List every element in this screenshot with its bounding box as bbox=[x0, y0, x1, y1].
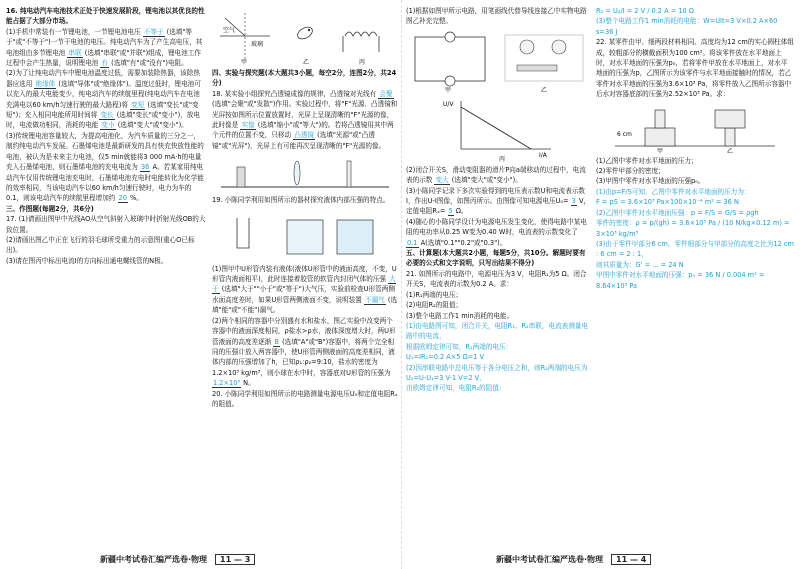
page-number: 11 — 3 bbox=[215, 554, 255, 565]
q22-intro: 22. 某零件由甲、细两段材料相同、高度均为12 cm的实心圆柱体组成，较粗部分的横截面积为100 cm²。将该零件放在水平地面上时，对水平地面的压强为p₀，若将零件甲放在水平地面上，对水平地面的压强为p，乙图所示为该零件与水平地面接触时的情况，若乙零件对水平地面的压强为3.6×10³ Pa，将零件放入乙图所示容器中后水对容器底部的压强为2.52×10³ Pa。求： bbox=[596, 38, 794, 99]
rheostat-icon bbox=[517, 65, 557, 71]
q20-part2: (2)闭合开关S，滑动变阻器的滑片P向a端移动的过程中，电流表的示数 变大 (选填"变大"或"变小")。 bbox=[406, 165, 586, 185]
q16-part3: (3)传统锂电池容量较大，为提高电池化，为汽车质量的三分之一，制约纯电动汽车发展。石墨烯电池是最新研发的具有快充快放性能的电池，被认为是未来主力电池，仅5 min就能将3 000 mA·h的电量充入石墨烯电池，则石墨烯电池的充电电流为 36 A。若某家用纯电动汽车仅用传统锂电池充电时，石墨烯电池充电时电能转化为化学能的效率相同，当该电动汽车以60 km/h匀速行驶时，电力为车的0.1，则该电动汽车的续航里程增加约 20 %。 bbox=[6, 131, 204, 203]
answer-blank: 大于 bbox=[212, 275, 396, 294]
answer-blank: 变长 bbox=[100, 111, 114, 120]
voltmeter-icon bbox=[445, 32, 455, 42]
circuit-figures bbox=[409, 29, 589, 95]
answer-blank: 不等于 bbox=[143, 27, 164, 36]
answer-blank: 变小 bbox=[101, 121, 115, 130]
label-air: 空气 bbox=[223, 27, 236, 34]
solution-line: R₂ = U₂/I = 2 V / 0.2 A = 10 Ω bbox=[596, 7, 694, 15]
caption-yi: 乙 bbox=[541, 86, 548, 94]
caption-yi: 乙 bbox=[727, 147, 734, 154]
column-1 bbox=[6, 6, 206, 266]
q20-part3: (3)小陈同学记录下多次实验得到的电压表示数U和电流表示数I，作出U-I图像，如图丙所示。由图像可知电源电压U₀= 3 V，定值电阻Rₓ= 5 Ω。 bbox=[406, 186, 591, 216]
answer-blank: 变大 bbox=[435, 176, 449, 185]
screen-icon bbox=[347, 161, 351, 187]
column-4 bbox=[596, 6, 794, 291]
part-thick-cylinder bbox=[715, 110, 745, 128]
q21-intro: 21. 如图所示的电路中，电源电压为3 V，电阻R₁为5 Ω。闭合开关S，电流表的示数为0.2 A。求： bbox=[406, 269, 587, 289]
solution-line: 根据欧姆定律可知，R₁两端的电压： bbox=[406, 342, 513, 351]
answer-blank: 有 bbox=[101, 59, 109, 68]
solution-line: U₁=IR₁=0.2 A×5 Ω=1 V bbox=[406, 353, 484, 362]
q22-part3: (3)甲图中零件对水平地面的压强p₀。 bbox=[596, 177, 705, 186]
section-5-heading: 五、计算题(本大题共2小题，每题5分，共10分。解题时要有必要的公式和文字说明，只写出结果不得分) bbox=[406, 249, 586, 268]
solution-line: 甲图中零件对水平地面的压强：p₀ = 36 N / 0.004 m² = 8.64×10³ Pa bbox=[596, 271, 765, 290]
caption-bing: 丙 bbox=[359, 59, 366, 66]
q16-text: 16. 纯电动汽车电池技术正处于快速发展阶段，锂电池以其优良的性能占据了大部分市场。 bbox=[6, 7, 205, 26]
q17-figures bbox=[215, 8, 395, 66]
caption-bing: 丙 bbox=[499, 155, 506, 163]
shuttlecock-icon bbox=[296, 25, 315, 42]
part-thin-cylinder bbox=[655, 110, 665, 128]
column-2 bbox=[212, 6, 398, 409]
page-number: 11 — 4 bbox=[611, 554, 651, 565]
voltmeter-device-icon bbox=[520, 40, 534, 54]
q20-part4: (4)随心的小陈同学设计为电源电压发生变化，使得电路中某电阻的电功率从0.25 W变为0.40 W时，电流表的示数变化了 0.1 A(选填"0.1""0.2"或"0.3")。 bbox=[406, 217, 587, 247]
solution-line: (1)由电路图可知，闭合开关，电阻R₁、R₂串联，电流表测量电路中的电流， bbox=[406, 321, 589, 341]
graph-ylabel: U/V bbox=[443, 100, 454, 108]
q18: 18. 某实验小组探究凸透镜成像的规律，凸透镜对光线有 会聚 (选填"会聚"或"发散")作用。实验过程中，将"F"光源、凸透镜和光屏按如图所示位置放置时，光屏上呈现清晰的"F"光源的像，此时像是 实像 (选填"缩小"或"等大")的。若将凸透镜用其中两个元件的位置不变，只移动 凸透镜 (选填"光源"或"凸透镜"或"光屏")，光屏上有可能再次呈现清晰的"F"光源的像。 bbox=[212, 89, 398, 150]
u-tube-icon bbox=[237, 218, 249, 248]
circuit-diagram bbox=[415, 37, 485, 81]
answer-blank: 凸透镜 bbox=[294, 131, 315, 140]
answer-blank: 串联 bbox=[68, 48, 82, 57]
u-i-graph bbox=[439, 97, 559, 163]
solution-line: 零件的密度：ρ = p/(gh) = 3.6×10³ Pa / (10 N/kg×0.12 m) = 3×10³ kg/m³ bbox=[596, 219, 790, 238]
answer-blank: 绝缘体 bbox=[35, 79, 56, 88]
answer-blank: 20 bbox=[118, 194, 127, 203]
answer-blank: 不漏气 bbox=[365, 295, 385, 304]
answer-blank: 1.2×10³ bbox=[213, 379, 241, 388]
solution-line: 由欧姆定律可知，电阻R₂的阻值： bbox=[406, 384, 506, 393]
page-divider bbox=[401, 0, 402, 569]
q22-part1: (1)乙图中零件对水平地面的压力； bbox=[596, 156, 698, 165]
convex-lens-icon bbox=[294, 161, 300, 185]
q19-part2: (2)两个相同的容器中分别盛有水和盐水，图乙实验中改变两个容器中的液面深度相同，ρ盐水>ρ水，液体深度增大时，两U形管液面的高度差逐渐 B (选填"A"或"B")容器中，将两个完全相同的压强计放入两容器中，使U形管两侧液面的高度差相同，液体内部的压强增加了h，已知ρ₁:ρ₂=9:10，盐水的密度为1.2×10³ kg/m³，则小球在水中时，容器底对U形管的压强为 1.2×10³ N。 bbox=[212, 316, 396, 388]
part-thin-cylinder bbox=[725, 128, 735, 146]
container-a-icon bbox=[287, 220, 323, 254]
section-3-heading: 三、作图题(每题2分，共6分) bbox=[6, 204, 94, 213]
q20-part1: (1)根据如图甲所示电路，用笔画线代替导线连接乙中实物电路图乙补充完整。 bbox=[406, 7, 587, 26]
center-of-gravity bbox=[308, 29, 310, 31]
q21-part2: (2)电阻R₂的阻值； bbox=[406, 301, 463, 310]
answer-blank: 变短 bbox=[131, 100, 145, 109]
part-thick-cylinder bbox=[645, 128, 675, 146]
answer-blank: 实像 bbox=[241, 121, 255, 130]
caption-yi: 乙 bbox=[303, 59, 310, 66]
solution-line: 则其质量为：G' = ... = 24 N bbox=[596, 260, 684, 269]
ammeter-icon bbox=[445, 76, 455, 86]
answer-blank: 0.1 bbox=[407, 238, 418, 247]
section-4-heading: 四、实验与探究题(本大题共3小题，每空2分，连图2分，共24分) bbox=[212, 69, 397, 88]
label-glass: 玻璃 bbox=[251, 41, 264, 48]
q19-part1: (1)图甲中U形管内装有液体(液体U形管中的液面高度，不变，U形管内液面相平)，此时连接着胶管的软管内封闭气体的压强 大于 (选填"大于""小于"或"等于")大气压，实验前检查U形管两侧水面高度差时，如果U形管两侧液面不变，说明装置 不漏气 (选填"能"或"不能")漏气。 bbox=[212, 264, 398, 315]
q17-part2: (2)请画出图乙中正在飞行的羽毛球所受重力的示意图(重心O已标出)。 bbox=[6, 235, 195, 255]
pressure-gauge-figure bbox=[217, 208, 393, 262]
answer-blank: 3 bbox=[571, 197, 576, 206]
answer-blank: 会聚 bbox=[379, 89, 393, 98]
physical-circuit bbox=[505, 35, 583, 81]
footer-title: 新疆中考试卷汇编严选卷·物理 bbox=[496, 555, 604, 564]
q16-part1: (1)手机中常装有一节锂电池，一节锂电池电压 不等于 (选填"等于"或"不等于")一节干电池的电压。纯电动汽车为了产生高电压，其电池组由多节锂电池 串联 (选填"串联"或"并联")组成，锂电池工作过程中会产生热量，说明锂电池 有 (选填"有"或"没有")电阻。 bbox=[6, 27, 203, 68]
container-b-icon bbox=[337, 220, 373, 254]
q17-part3: (3)请在图丙中标出电流I的方向标出通电螺线管的N极。 bbox=[6, 256, 168, 265]
q21-part1: (1)R₁两端的电压； bbox=[406, 290, 463, 299]
solenoid-coil-icon bbox=[345, 32, 377, 36]
solution-line: (2)因串联电路中总电压等于各分电压之和，则R₂两端的电压为U₂=U-U₁=3 V-1 V=2 V， bbox=[406, 363, 588, 382]
solution-line: (1)由p=F/S可知，乙图中零件对水平地面的压力为： bbox=[596, 187, 751, 196]
caption-jia: 甲 bbox=[241, 59, 248, 66]
q19-intro: 19. 小陈同学利用如图所示的器材探究液体内部压强的特点。 bbox=[212, 196, 390, 205]
q22-part2: (2)零件甲部分的密度； bbox=[596, 167, 665, 176]
footer-left bbox=[100, 554, 255, 565]
graph-xlabel: I/A bbox=[539, 151, 547, 159]
caption-jia: 甲 bbox=[445, 86, 452, 94]
answer-blank: 36 bbox=[140, 163, 150, 172]
footer-right bbox=[496, 554, 651, 565]
solution-line: (3)整个电路工作1 min消耗的电能：W=UIt=3 V×0.2 A×60 s=36 J bbox=[596, 17, 778, 36]
q21-part3: (3)整个电路工作1 min消耗的电能。 bbox=[406, 311, 514, 320]
dimension-label: 6 cm bbox=[617, 130, 632, 138]
q20-intro: 20. 小陈同学利用如图所示的电路测量电源电压U₀和定值电阻Rₓ的阻值。 bbox=[212, 389, 398, 408]
column-3 bbox=[406, 6, 592, 394]
q16-intro bbox=[6, 6, 206, 27]
footer-title: 新疆中考试卷汇编严选卷·物理 bbox=[100, 555, 208, 564]
lens-bench-figure bbox=[217, 153, 393, 193]
solution-line: F = pS = 3.6×10³ Pa×100×10⁻⁴ m² = 36 N bbox=[596, 198, 739, 207]
solution-line: (3)由于零件甲部分6 cm，零件细部分与甲部分的高度之比为12 cm : 6 cm = 2 : 1， bbox=[596, 239, 794, 259]
ammeter-device-icon bbox=[552, 40, 566, 54]
cylinder-part-figure bbox=[605, 102, 785, 154]
q17-part1: 17. (1)请画出图甲中光线AO从空气斜射入玻璃中时折射光线OB的大致位置。 bbox=[6, 215, 206, 234]
solution-line: (2)乙图中零件对水平地面压强：p = F/S = G/S = ρgh bbox=[596, 208, 759, 217]
answer-blank: B bbox=[274, 337, 279, 346]
u-i-line bbox=[461, 107, 531, 149]
caption-jia: 甲 bbox=[657, 147, 664, 154]
light-source-icon bbox=[237, 167, 245, 187]
q16-part2: (2)为了让纯电动汽车中锂电池温度过低，需要加装除热器，该除热器应选用 绝缘体 (选填"导体"或"绝缘体")。温度过低时，锂电池可以充入的最大电能变少，纯电动汽车的续航里程(纯电动汽车在电池充满电以60 km/h匀速行驶的最大路程)将 变短 (选填"变长"或"变短")；充入相同电能所用时间将 变长 (选填"变长"或"变小")，放电时，电流做功相同，消耗的电能 变小 (选填"变大"或"变小")。 bbox=[6, 69, 201, 130]
answer-blank: 5 bbox=[448, 207, 453, 216]
